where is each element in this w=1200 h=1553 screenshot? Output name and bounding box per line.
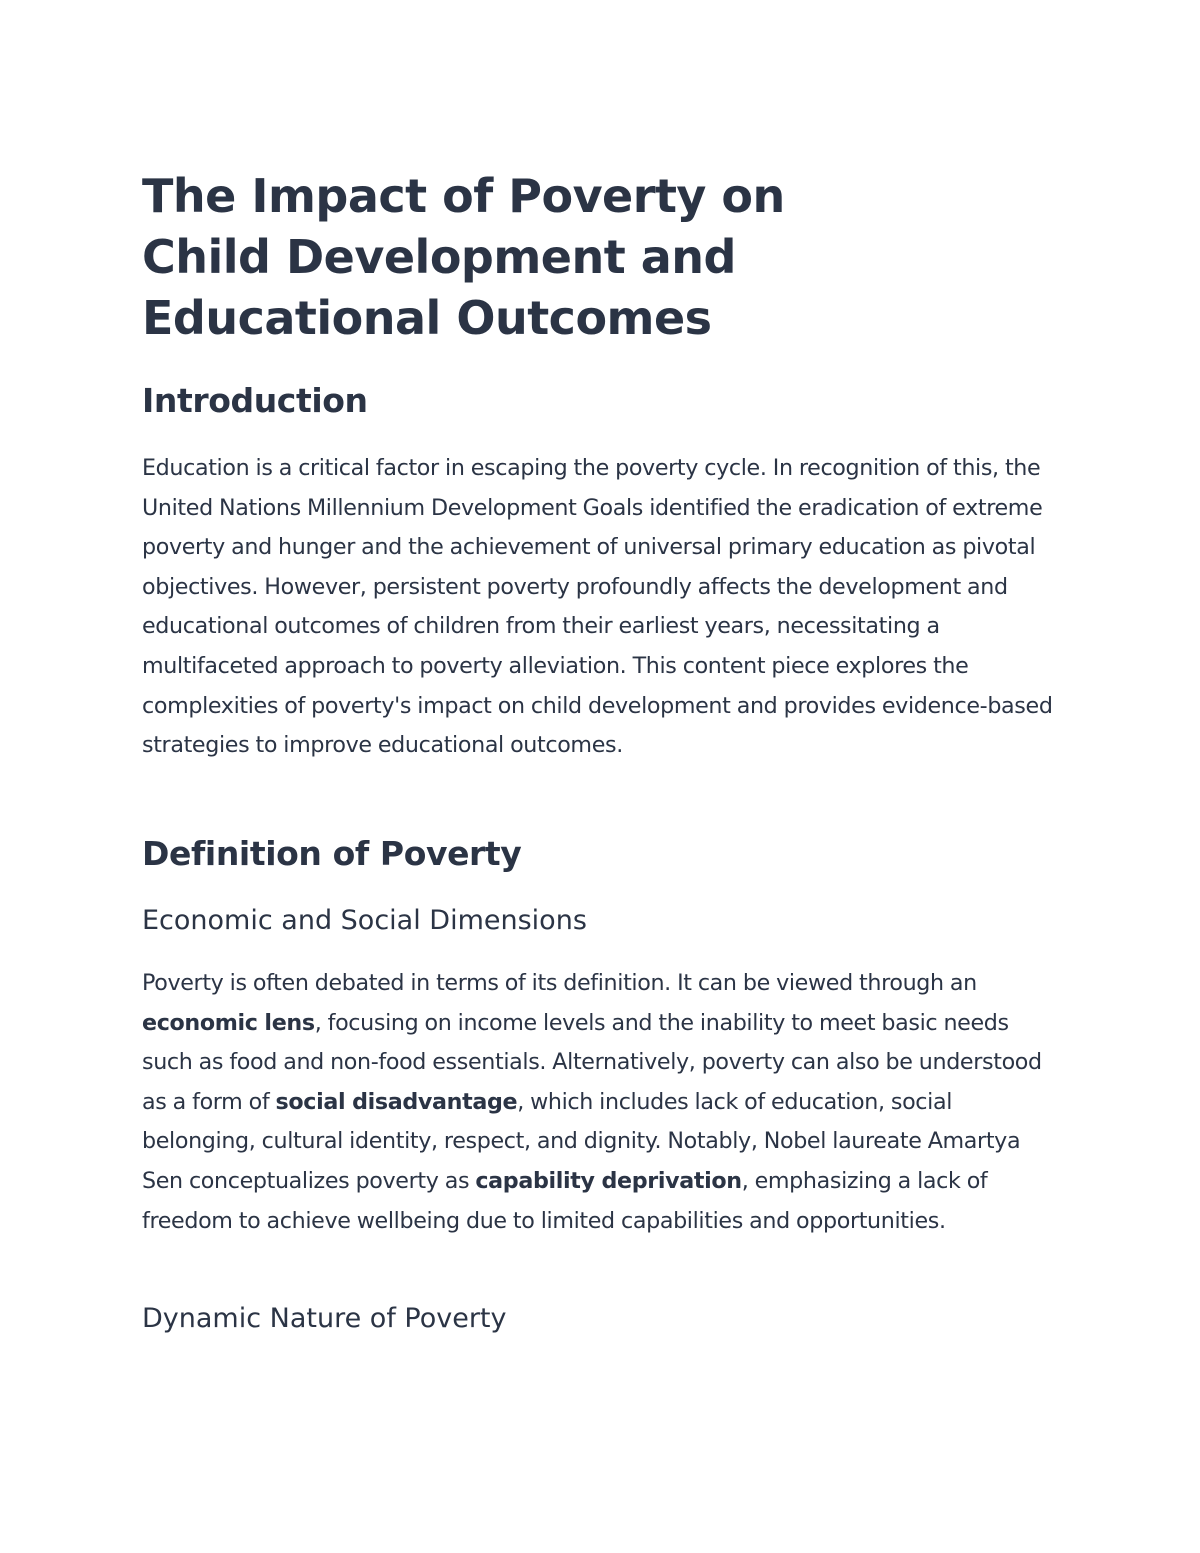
bold-term-economic-lens: economic lens: [142, 1009, 315, 1036]
document-title: The Impact of Poverty on Child Development and Educational Outcomes: [142, 169, 785, 345]
paragraph-text: Poverty is often debated in terms of its definition. It can be viewed through an: [142, 970, 977, 996]
introduction-paragraph: Education is a critical factor in escaping the poverty cycle. In recognition of this, the United Nations Millennium Development Goals identified the eradication of extreme poverty and hunger and the achievement of universal primary education as pivotal objectives. However, persistent poverty profoundly affects the development and educational outcomes of children from their earliest years, necessitating a multifaceted approach to poverty alleviation. This content piece explores the complexities of poverty's impact on child development and provides evidence-based strategies to improve educational outcomes.: [142, 455, 1053, 759]
paragraph-text: , focusing on income levels and the inability to meet basic needs such as food and non-food essentials. Alternatively, poverty can also be understood as a form of: [142, 1009, 1042, 1115]
section-heading-definition-of-poverty: Definition of Poverty: [142, 834, 522, 873]
subheading-economic-and-social-dimensions: Economic and Social Dimensions: [142, 905, 587, 936]
bold-term-social-disadvantage: social disadvantage: [275, 1088, 518, 1115]
economic-social-paragraph: [142, 964, 1062, 1241]
bold-term-capability-deprivation: capability deprivation: [475, 1167, 742, 1194]
paragraph-text: , which includes lack of education, social belonging, cultural identity, respect, and dignity. Notably, Nobel laureate Amartya Sen conceptualizes poverty as: [142, 1088, 1021, 1194]
paragraph-text: , emphasizing a lack of freedom to achieve wellbeing due to limited capabilities and opportunities.: [142, 1167, 988, 1234]
section-heading-introduction: Introduction: [142, 381, 368, 420]
subheading-dynamic-nature-of-poverty: Dynamic Nature of Poverty: [142, 1303, 507, 1334]
